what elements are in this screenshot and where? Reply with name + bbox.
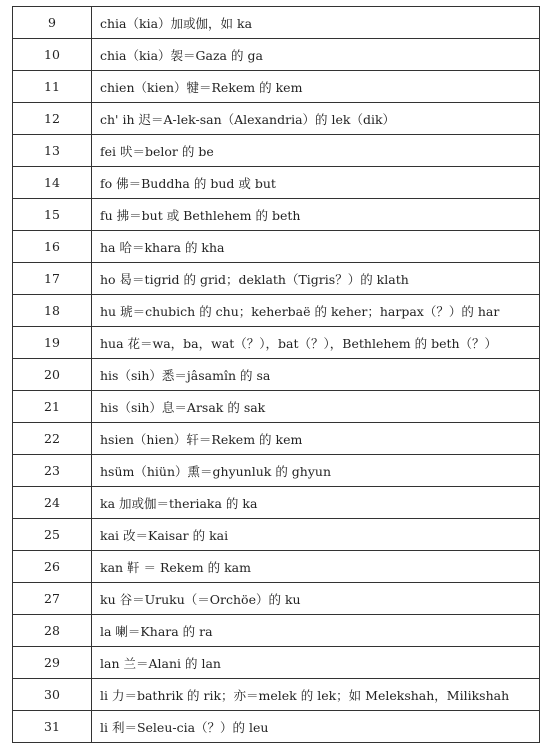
row-number: 18	[13, 295, 92, 327]
row-entry: li 利＝Seleu-cia（？）的 leu	[92, 711, 540, 743]
table-row	[13, 263, 540, 295]
table-row	[13, 167, 540, 199]
row-entry: ch' ih 迟＝A-lek-san（Alexandria）的 lek（dik）	[92, 103, 540, 135]
row-number: 24	[13, 487, 92, 519]
row-number: 27	[13, 583, 92, 615]
row-entry: kan 靬 ＝ Rekem 的 kam	[92, 551, 540, 583]
table-row	[13, 487, 540, 519]
row-entry: chia（kia）加或伽，如 ka	[92, 7, 540, 39]
row-entry: fu 拂＝but 或 Bethlehem 的 beth	[92, 199, 540, 231]
row-entry: ho 曷＝tigrid 的 grid；deklath（Tigris？）的 klath	[92, 263, 540, 295]
row-entry: hsien（hien）轩＝Rekem 的 kem	[92, 423, 540, 455]
row-entry: lan 兰＝Alani 的 lan	[92, 647, 540, 679]
row-number: 22	[13, 423, 92, 455]
row-entry: kai 改＝Kaisar 的 kai	[92, 519, 540, 551]
table-row	[13, 231, 540, 263]
table-row	[13, 103, 540, 135]
table-row	[13, 199, 540, 231]
table-row	[13, 615, 540, 647]
table-row	[13, 39, 540, 71]
table-row	[13, 135, 540, 167]
row-number: 21	[13, 391, 92, 423]
table-row	[13, 519, 540, 551]
row-number: 14	[13, 167, 92, 199]
row-entry: chia（kia）袈＝Gaza 的 ga	[92, 39, 540, 71]
table-row	[13, 295, 540, 327]
row-entry: his（sih）悉＝jâsamîn 的 sa	[92, 359, 540, 391]
row-number: 10	[13, 39, 92, 71]
table-body	[13, 7, 540, 743]
row-entry: hu 琥＝chubich 的 chu；keherbaë 的 keher；harpax（？）的 har	[92, 295, 540, 327]
row-entry: chien（kien）犍＝Rekem 的 kem	[92, 71, 540, 103]
row-number: 19	[13, 327, 92, 359]
row-number: 17	[13, 263, 92, 295]
row-number: 11	[13, 71, 92, 103]
row-number: 29	[13, 647, 92, 679]
row-entry: li 力＝bathrik 的 rik；亦＝melek 的 lek；如 Melekshah，Milikshah	[92, 679, 540, 711]
table-row	[13, 551, 540, 583]
row-number: 30	[13, 679, 92, 711]
table-row	[13, 679, 540, 711]
table-row	[13, 327, 540, 359]
row-entry: ka 加或伽＝theriaka 的 ka	[92, 487, 540, 519]
table-row	[13, 391, 540, 423]
row-number: 25	[13, 519, 92, 551]
row-entry: his（sih）息＝Arsak 的 sak	[92, 391, 540, 423]
row-entry: ha 哈＝khara 的 kha	[92, 231, 540, 263]
row-entry: hsüm（hiün）熏＝ghyunluk 的 ghyun	[92, 455, 540, 487]
table-row	[13, 71, 540, 103]
row-number: 20	[13, 359, 92, 391]
row-entry: la 喇＝Khara 的 ra	[92, 615, 540, 647]
row-number: 23	[13, 455, 92, 487]
table-row	[13, 423, 540, 455]
table-row	[13, 455, 540, 487]
row-entry: fei 吠＝belor 的 be	[92, 135, 540, 167]
row-number: 13	[13, 135, 92, 167]
table-row	[13, 647, 540, 679]
row-number: 15	[13, 199, 92, 231]
table-row	[13, 359, 540, 391]
row-number: 26	[13, 551, 92, 583]
row-entry: ku 谷＝Uruku（＝Orchöe）的 ku	[92, 583, 540, 615]
row-number: 16	[13, 231, 92, 263]
row-number: 12	[13, 103, 92, 135]
row-entry: fo 佛＝Buddha 的 bud 或 but	[92, 167, 540, 199]
row-number: 28	[13, 615, 92, 647]
table-row	[13, 7, 540, 39]
row-number: 31	[13, 711, 92, 743]
transliteration-table	[12, 6, 540, 743]
table-row	[13, 583, 540, 615]
row-number: 9	[13, 7, 92, 39]
row-entry: hua 花＝wa，ba，wat（？），bat（？），Bethlehem 的 beth（？）	[92, 327, 540, 359]
table-row	[13, 711, 540, 743]
